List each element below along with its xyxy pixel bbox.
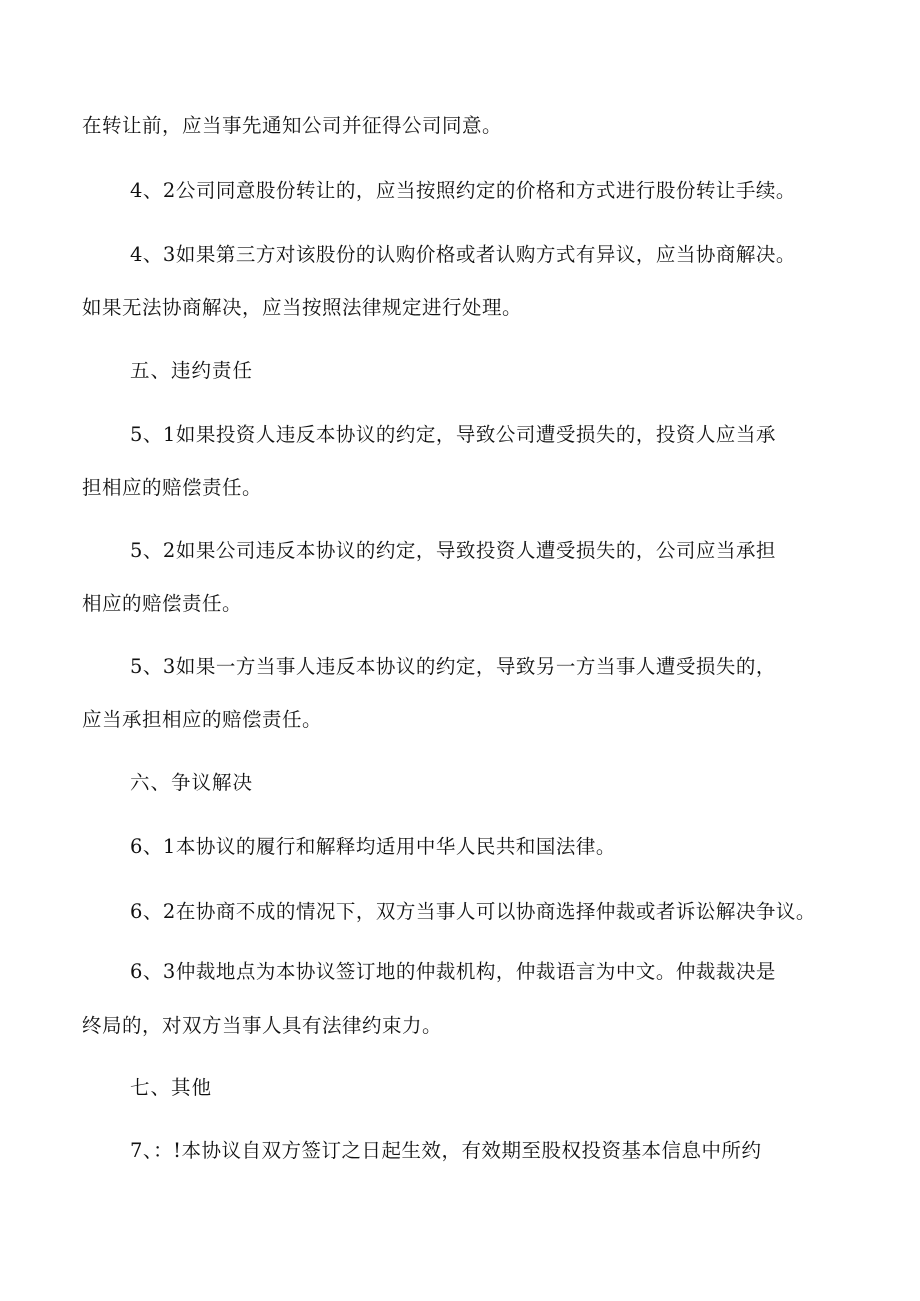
paragraph-line: 如果无法协商解决，应当按照法律规定进行处理。 [82,296,523,319]
paragraph-line: 应当承担相应的赔偿责任。 [82,708,323,731]
paragraph-line: 终局的，对双方当事人具有法律约束力。 [82,1014,443,1037]
clause-5-1: 5、1如果投资人违反本协议的约定，导致公司遭受损失的，投资人应当承 [130,423,776,446]
clause-6-3: 6、3仲裁地点为本协议签订地的仲裁机构，仲裁语言为中文。仲裁裁决是 [130,960,776,983]
section-heading-dispute: 六、争议解决 [130,771,254,794]
paragraph-line: 相应的赔偿责任。 [82,592,243,615]
paragraph-line: 在转让前，应当事先通知公司并征得公司同意。 [82,114,503,137]
clause-4-3: 4、3如果第三方对该股份的认购价格或者认购方式有异议，应当协商解决。 [130,243,796,266]
clause-5-2: 5、2如果公司违反本协议的约定，导致投资人遭受损失的，公司应当承担 [130,539,776,562]
clause-7-1: 7、：!本协议自双方签订之日起生效，有效期至股权投资基本信息中所约 [130,1139,762,1162]
clause-5-3: 5、3如果一方当事人违反本协议的约定，导致另一方当事人遭受损失的， [130,655,776,678]
section-heading-breach: 五、违约责任 [130,359,254,382]
paragraph-line: 担相应的赔偿责任。 [82,476,263,499]
clause-4-2: 4、2公司同意股份转让的，应当按照约定的价格和方式进行股份转让手续。 [130,179,796,202]
clause-6-2: 6、2在协商不成的情况下，双方当事人可以协商选择仲裁或者诉讼解决争议。 [130,900,816,923]
clause-6-1: 6、1本协议的履行和解释均适用中华人民共和国法律。 [130,835,616,858]
section-heading-other: 七、其他 [130,1076,213,1099]
